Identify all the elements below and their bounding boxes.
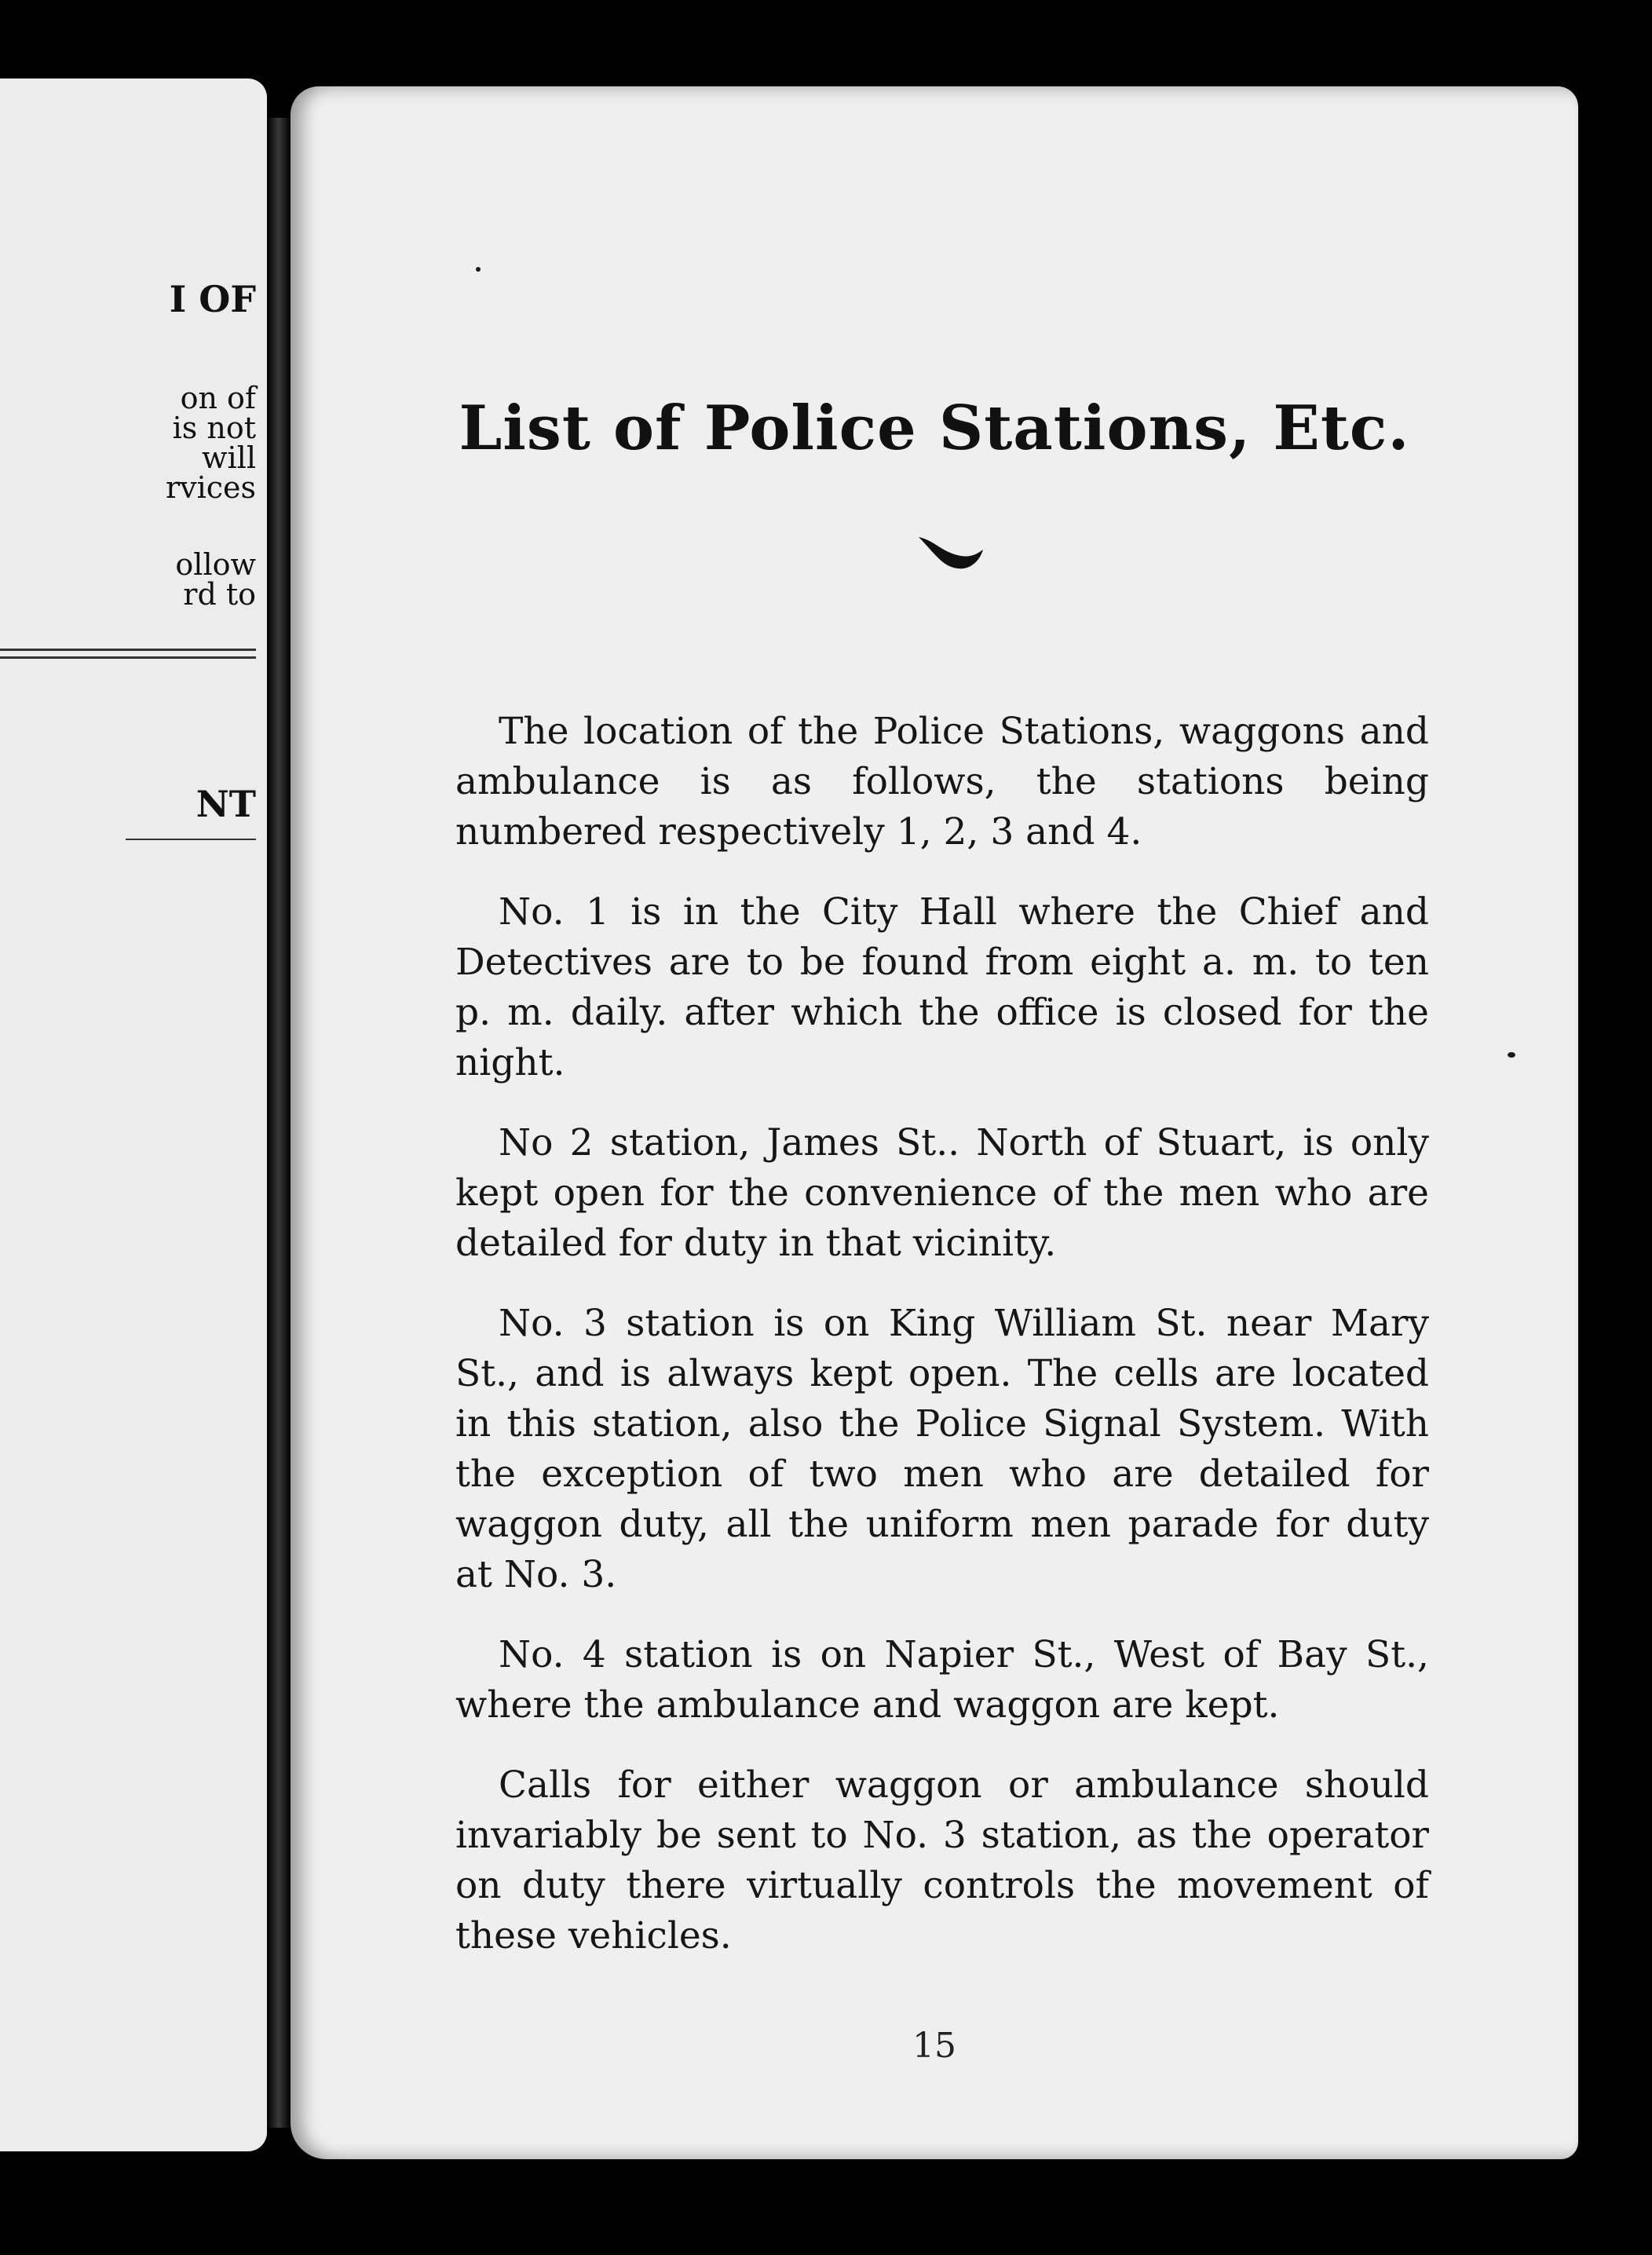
paper-speck (476, 267, 481, 272)
left-page-fragment: is not (172, 411, 256, 445)
left-page (0, 79, 267, 2151)
left-page-fragment: rd to (183, 577, 256, 612)
ornament-flourish-icon (895, 526, 1005, 581)
paragraph: No. 1 is in the City Hall where the Chief and Detectives are to be found from eight a. m. to ten p. m. daily. after which the office is closed for the night. (455, 890, 1429, 1084)
body-text (455, 707, 1429, 1991)
divider (0, 649, 256, 651)
paper-speck (1508, 1052, 1515, 1058)
paragraph: No. 3 station is on King William St. near Mary St., and is always kept open. The cells are located in this station, also the Police Signal System. With the exception of two men who are detailed for waggon duty, all the uniform men parade for duty at No. 3. (455, 1302, 1429, 1596)
page-number: 15 (912, 2026, 956, 2066)
left-page-fragment: on of (180, 381, 256, 415)
left-page-fragment: will (202, 440, 256, 475)
left-page-fragment: NT (196, 783, 256, 825)
paragraph: No. 4 station is on Napier St., West of Bay St., where the ambulance and waggon are kept. (455, 1633, 1429, 1727)
divider (0, 656, 256, 659)
book-binding (267, 118, 291, 2128)
divider (126, 839, 256, 840)
paragraph: The location of the Police Stations, waggons and ambulance is as follows, the stations being numbered respectively 1, 2, 3 and 4. (455, 710, 1429, 853)
left-page-fragment: ollow (175, 547, 256, 582)
paragraph: Calls for either waggon or ambulance should invariably be sent to No. 3 station, as the operator on duty there virtually controls the movement of these vehicles. (455, 1763, 1429, 1957)
right-page (291, 86, 1578, 2159)
left-page-fragment: rvices (165, 470, 256, 505)
left-page-fragment: I OF (169, 278, 256, 320)
paragraph: No 2 station, James St.. North of Stuart, is only kept open for the convenience of the men who are detailed for duty in that vicinity. (455, 1121, 1429, 1265)
page-title: List of Police Stations, Etc. (459, 393, 1410, 464)
